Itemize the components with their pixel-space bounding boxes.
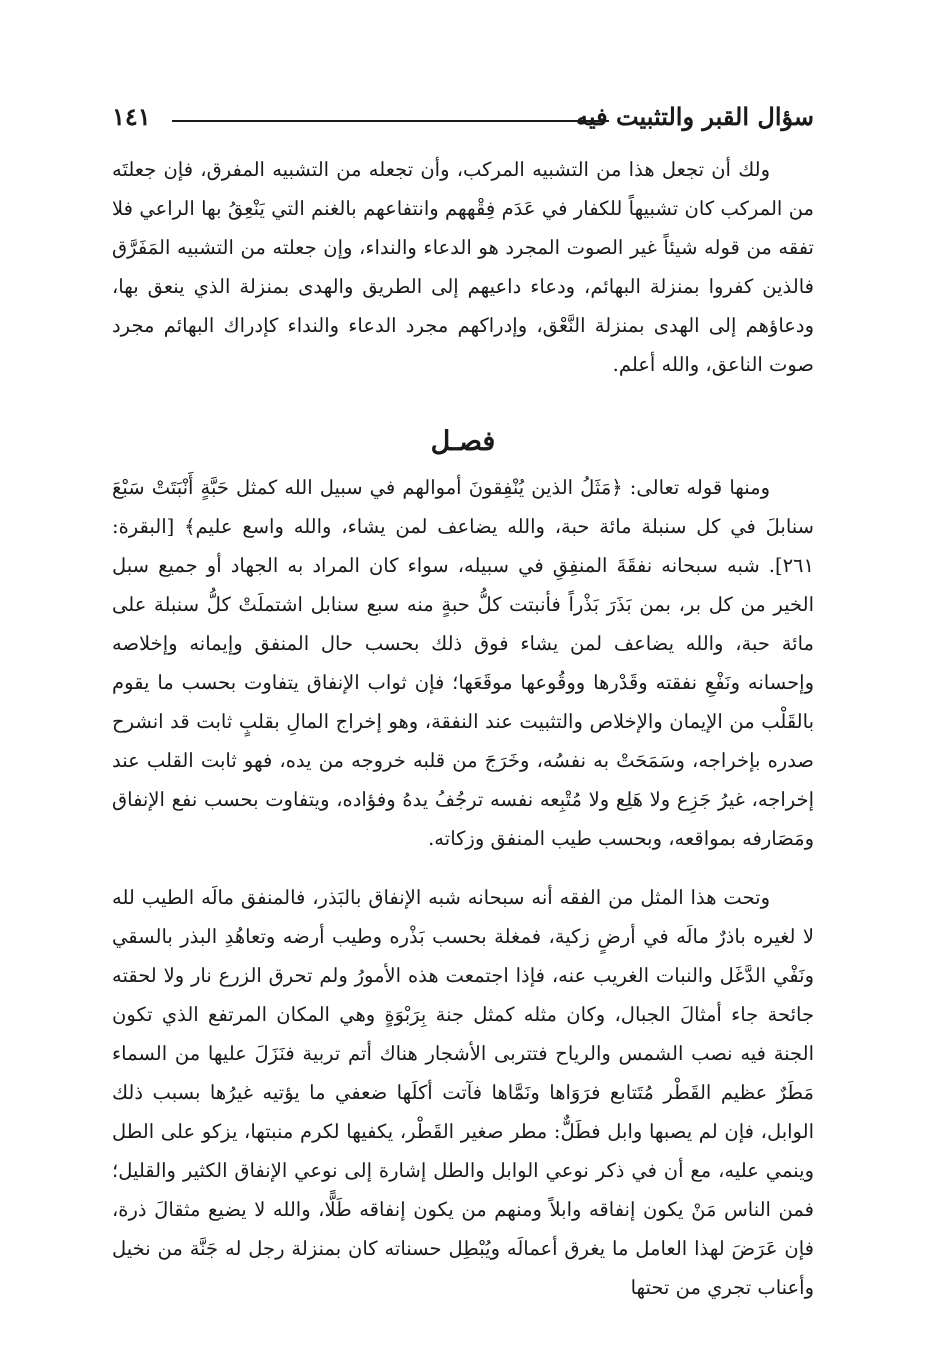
paragraph-2: ومنها قوله تعالى: ﴿مَثَلُ الذين يُنْفِقونَ أموالهم في سبيل الله كمثل حَبَّةٍ أَنْبَتَتْ سَبْعَ سنابلَ في كل سنبلة مائة حبة، والله يضاعف لمن يشاء، والله واسع عليم﴾ [البقرة: ٢٦١]. شبه سبحانه نفقَةَ المنفِقِ في سبيله، سواء كان المراد به الجهاد أو جميع سبل الخير من كل بر، بمن بَذَرَ بَذْراً فأنبتت كلُّ حبةٍ منه سبع سنابل اشتملَتْ كلُّ سنبلة على مائة حبة، والله يضاعف لمن يشاء فوق ذلك بحسب حال المنفق وإيمانه وإخلاصه وإحسانه ونَفْعِ نفقته وقَدْرها ووقُوعها موقَعَها؛ فإن ثواب الإنفاق يتفاوت بحسب ما يقوم بالقَلْب من الإيمان والإخلاص والتثبيت عند النفقة، وهو إخراج المالِ بقلبٍ ثابت قد انشرح صدره بإخراجه، وسَمَحَتْ به نفسُه، وخَرَجَ من قلبه خروجه من يده، فهو ثابت القلب عند إخراجه، غيرُ جَزِع ولا هَلِع ولا مُتْبِعه نفسه ترجُفُ يدهُ وفؤاده، ويتفاوت بحسب نفع الإنفاق ومَصَارفه بمواقعه، وبحسب طيب المنفق وزكاته. — [112, 476, 814, 850]
page-number: ١٤١ — [112, 102, 151, 131]
running-title: سؤال القبر والتثبيت فيه — [576, 102, 814, 131]
section-heading: فصـل — [430, 426, 496, 457]
header-rule — [172, 120, 609, 122]
paragraph-1: ولك أن تجعل هذا من التشبيه المركب، وأن تجعله من التشبيه المفرق، فإن جعلتَه من المركب كان تشبيهاً للكفار في عَدَم فِقْههم وانتفاعهم بالغنم التي يَنْعِقُ بها الراعي فلا تفقه من قوله شيئاً غير الصوت المجرد هو الدعاء والنداء، وإن جعلته من التشبيه المَفَرَّق فالذين كفروا بمنزلة البهائم، ودعاء داعيهم إلى الطريق والهدى بمنزلة الذي ينعق بها، ودعاؤهم إلى الهدى بمنزلة النَّعْق، وإدراكهم مجرد الدعاء والنداء كإدراك البهائم مجرد صوت الناعق، والله أعلم. — [112, 158, 814, 376]
running-header — [112, 102, 814, 136]
paragraph-3: وتحت هذا المثل من الفقه أنه سبحانه شبه الإنفاق بالبَذر، فالمنفق مالَه الطيب لله لا لغيره باذرٌ مالَه في أرضٍ زكية، فمغلة بحسب بَذْره وطيب أرضه وتعاهُدِ البذر بالسقي ونَفْي الدَّغَل والنبات الغريب عنه، فإذا اجتمعت هذه الأمورُ ولم تحرق الزرع نار ولا لحقته جائحة جاء أمثالَ الجبال، وكان مثله كمثل جنة بِرَبْوَةٍ وهي المكان المرتفع الذي تكون الجنة فيه نصب الشمس والرياح فتتربى الأشجار هناك أتم تربية فنَزَلَ عليها من السماء مَطَرٌ عظيم القَطْر مُتَتابع فرَوَاها ونَمَّاها فآتت أكلَها ضعفي ما يؤتيه غيرُها بسبب ذلك الوابل، فإن لم يصبها وابل فطَلٌّ: مطر صغير القَطْر، يكفيها لكرم منبتها، يزكو على الطل وينمي عليه، مع أن في ذكر نوعي الوابل والطل إشارة إلى نوعي الإنفاق الكثير والقليل؛ فمن الناس مَنْ يكون إنفاقه وابلاً ومنهم من يكون إنفاقه طَلًّا، والله لا يضيع مثقالَ ذرة، فإن عَرَضَ لهذا العامل ما يغرق أعمالَه ويُبْطِل حسناته كان بمنزلة رجل له جَنَّة من نخيل وأعناب تجري من تحتها — [112, 886, 814, 1299]
page-body — [112, 150, 814, 1327]
